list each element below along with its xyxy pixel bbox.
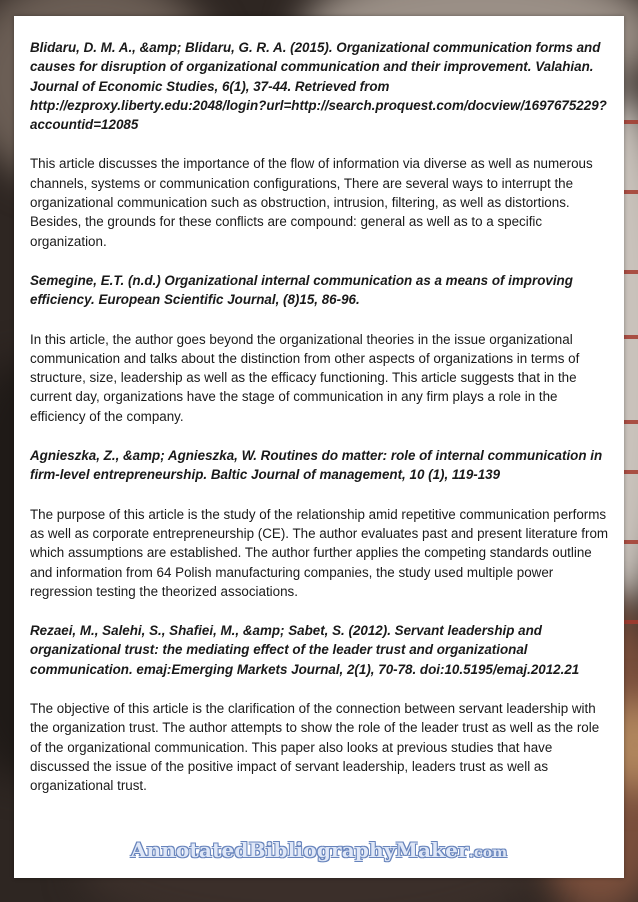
watermark-name: AnnotatedBibliographyMaker — [130, 838, 469, 862]
bibliography-content — [30, 38, 612, 816]
entry-citation: Agnieszka, Z., &amp; Agnieszka, W. Routines do matter: role of internal communication in firm-level entrepreneurship. Baltic Journal of management, 10 (1), 119-139 — [30, 448, 603, 483]
entry-summary: In this article, the author goes beyond the organizational theories in the issue organizational communication and talks about the distinction from other aspects of organizations in terms of structure, size, leadership as well as the efficacy functioning. This article suggests that in the current day, organizations have the stage of communication in any firm plays a role in the efficiency of the company. — [30, 331, 580, 424]
site-watermark — [14, 838, 624, 862]
entry-citation: Blidaru, D. M. A., &amp; Blidaru, G. R. A. (2015). Organizational communication forms and causes for disruption of organizational communication and their improvement. Valahian. Journal of Economic Studies, 6(1), 37-44. Retrieved from http://ezproxy.liberty.edu:2048/login?url=http://search.proquest.com/docview/1697675229?accountid=12085 — [30, 40, 607, 133]
entry-citation: Semegine, E.T. (n.d.) Organizational internal communication as a means of improving efficiency. European Scientific Journal, (8)15, 86-96. — [30, 272, 573, 308]
watermark-domain: .com — [468, 845, 508, 861]
entry-summary: The purpose of this article is the study of the relationship amid repetitive communication performs as well as corporate entrepreneurship (CE). The author evaluates past and present literature from which assumptions are established. The author further applies the competing standards outline and information from 64 Polish manufacturing companies, the study used multiple power regression testing the theorized associations. — [30, 506, 609, 599]
entry-citation: Rezaei, M., Salehi, S., Shafiei, M., &amp; Sabet, S. (2012). Servant leadership and organizational trust: the mediating effect of the leader trust and organizational communication. emaj:Emerging Markets Journal, 2(1), 70-78. doi:10.5195/emaj.2012.21 — [30, 623, 580, 677]
document-page — [14, 16, 624, 878]
entry-summary: The objective of this article is the clarification of the connection between servant leadership with the organization trust. The author attempts to show the role of the leader trust as well as the role of the organizational communication. This paper also looks at previous studies that have discussed the issue of the positive impact of servant leadership, leaders trust as well as organizational trust. — [30, 701, 600, 794]
entry-summary: This article discusses the importance of the flow of information via diverse as well as numerous channels, systems or communication configurations, There are several ways to interrupt the organizational communication such as obstruction, intrusion, filtering, as well as distortions. Besides, the grounds for these conflicts are compound: general as well as to a specific organization. — [30, 156, 593, 249]
